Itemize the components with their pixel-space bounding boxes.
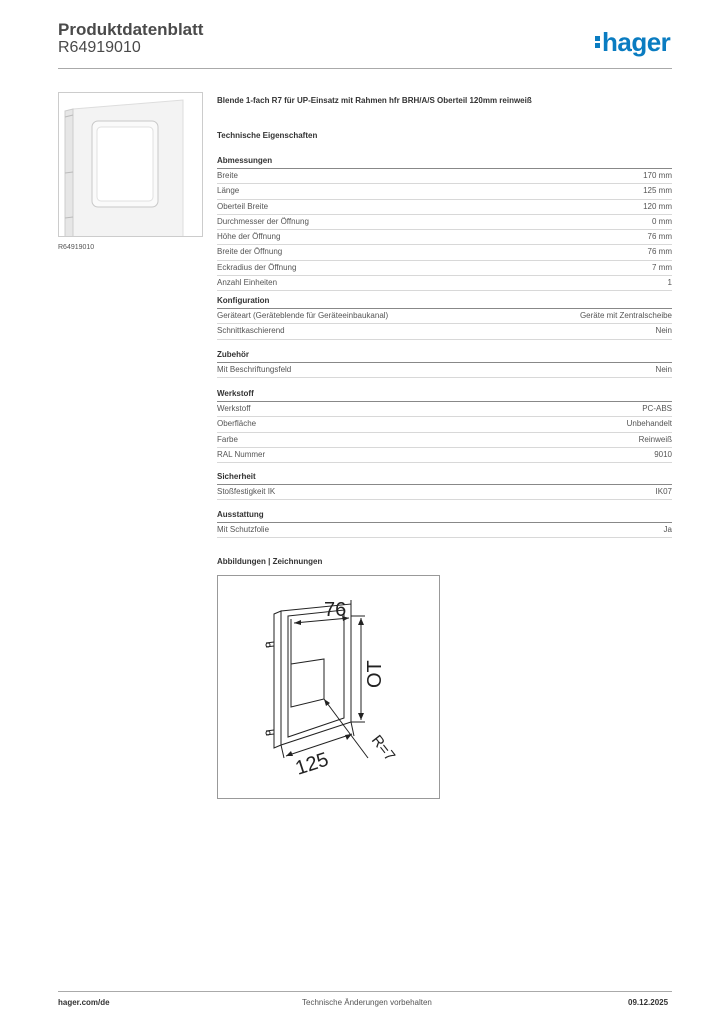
table-row: Geräteart (Geräteblende für Geräteeinbaukanal) Geräte mit Zentralscheibe xyxy=(217,309,672,324)
hager-logo[interactable] xyxy=(595,27,670,58)
section-heading: Werkstoff xyxy=(217,387,672,402)
dim-side-label: OT xyxy=(364,660,386,688)
table-row: Oberfläche Unbehandelt xyxy=(217,417,672,432)
page-title: Produktdatenblatt xyxy=(58,20,204,39)
tech-props-heading: Technische Eigenschaften xyxy=(217,131,318,140)
dim-bottom-label: 125 xyxy=(292,748,332,780)
table-row: Durchmesser der Öffnung 0 mm xyxy=(217,215,672,230)
section-heading: Abmessungen xyxy=(217,154,672,169)
table-row: Breite 170 mm xyxy=(217,169,672,184)
table-row: Oberteil Breite 120 mm xyxy=(217,200,672,215)
logo-dots-icon xyxy=(595,34,600,50)
section-sicherheit xyxy=(217,470,672,500)
dim-top-label: 76 xyxy=(324,599,347,621)
product-image xyxy=(58,92,203,237)
section-ausstattung xyxy=(217,508,672,538)
product-title: Blende 1-fach R7 für UP-Einsatz mit Rahmen hfr BRH/A/S Oberteil 120mm reinweiß xyxy=(217,96,532,105)
logo-text: hager xyxy=(602,27,671,57)
table-row: Stoßfestigkeit IK IK07 xyxy=(217,485,672,500)
technical-drawing xyxy=(217,575,440,799)
footer-notice: Technische Änderungen vorbehalten xyxy=(302,998,432,1007)
section-heading: Sicherheit xyxy=(217,470,672,485)
figures-heading: Abbildungen | Zeichnungen xyxy=(217,557,323,566)
section-werkstoff xyxy=(217,387,672,463)
article-number: R64919010 xyxy=(58,39,141,56)
table-row: Länge 125 mm xyxy=(217,184,672,199)
table-row: Breite der Öffnung 76 mm xyxy=(217,245,672,260)
dimension-drawing xyxy=(218,576,439,798)
table-row: Höhe der Öffnung 76 mm xyxy=(217,230,672,245)
table-row: Anzahl Einheiten 1 xyxy=(217,276,672,291)
table-row: Farbe Reinweiß xyxy=(217,433,672,448)
section-heading: Konfiguration xyxy=(217,294,672,309)
product-frame-image xyxy=(59,93,202,236)
dim-radius-label: R=7 xyxy=(367,731,399,765)
header-divider xyxy=(58,68,672,69)
section-abmessungen xyxy=(217,154,672,291)
table-row: Schnittkaschierend Nein xyxy=(217,324,672,339)
image-caption: R64919010 xyxy=(58,244,95,251)
section-konfiguration xyxy=(217,294,672,340)
footer-date: 09.12.2025 xyxy=(628,998,669,1007)
section-heading: Zubehör xyxy=(217,348,672,363)
table-row: Mit Schutzfolie Ja xyxy=(217,523,672,538)
section-zubehoer xyxy=(217,348,672,378)
table-row: RAL Nummer 9010 xyxy=(217,448,672,463)
footer-divider xyxy=(58,991,672,992)
footer-website-link[interactable]: hager.com/de xyxy=(58,998,110,1007)
section-heading: Ausstattung xyxy=(217,508,672,523)
table-row: Werkstoff PC-ABS xyxy=(217,402,672,417)
table-row: Eckradius der Öffnung 7 mm xyxy=(217,261,672,276)
table-row: Mit Beschriftungsfeld Nein xyxy=(217,363,672,378)
